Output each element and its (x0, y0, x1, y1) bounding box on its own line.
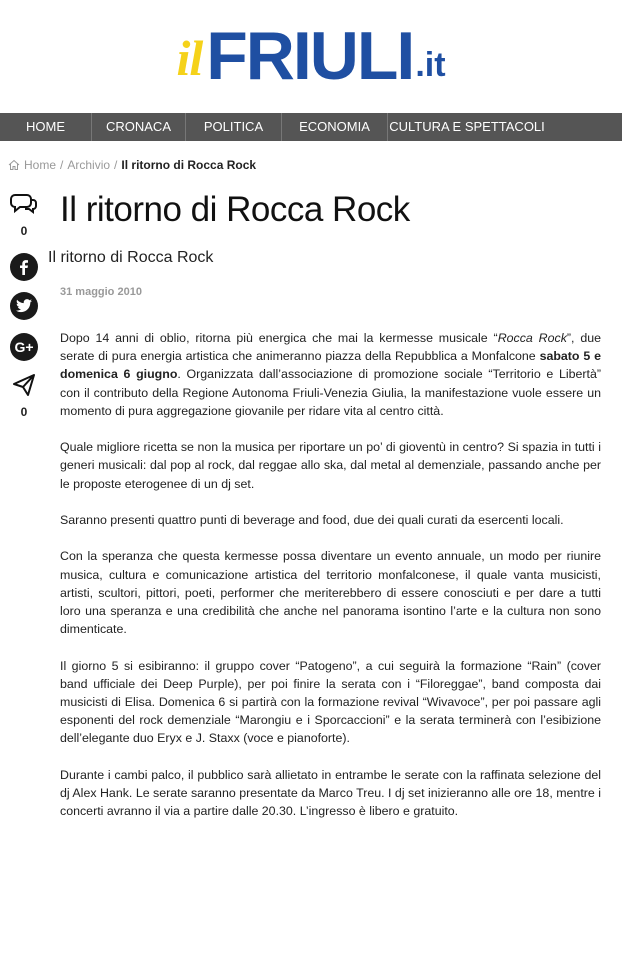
nav-item-politica[interactable]: POLITICA (186, 113, 282, 141)
logo-it-text: .it (415, 46, 446, 84)
google-plus-share-button[interactable] (8, 333, 40, 361)
logo-friuli-text: FRIULI (206, 18, 414, 94)
twitter-share-button[interactable] (8, 292, 40, 320)
paragraph-text: Dopo 14 anni di oblio, ritorna più energica che mai la kermesse musicale “ (60, 331, 498, 345)
article-paragraph: Saranno presenti quattro punti di beverage and food, due dei quali curati da esercenti locali. (60, 513, 564, 527)
home-icon[interactable] (8, 159, 20, 171)
article-title: Il ritorno di Rocca Rock (60, 190, 410, 229)
article-paragraph (60, 329, 601, 420)
article-date: 31 maggio 2010 (60, 286, 142, 298)
nav-item-cultura-e-spettacoli[interactable]: CULTURA E SPETTACOLI (389, 119, 545, 134)
breadcrumb-current: Il ritorno di Rocca Rock (121, 158, 257, 172)
nav-item-cronaca[interactable]: CRONACA (92, 113, 186, 141)
event-name-italic: Rocca Rock (497, 331, 567, 345)
breadcrumb (8, 158, 256, 172)
nav-item-economia[interactable]: ECONOMIA (282, 113, 388, 141)
comments-count: 0 (20, 224, 28, 238)
paragraph-text: . Organizzata dall’associazione di promozione sociale “Territorio e Libertà” con il contributo della Regione Autonoma Friuli-Venezia Giulia, la manifestazione vuole essere un momento di pura aggregazione giovanile per ridare vita al centro città. (60, 367, 601, 418)
comments-button[interactable] (8, 192, 40, 221)
event-dates-bold: sabato 5 e domenica 6 giugno (60, 349, 601, 382)
paragraph-text: ”, due serate di pura energia artistica che animeranno piazza della Repubblica a Monfalcone (60, 331, 602, 364)
google-plus-icon: G+ (10, 333, 38, 361)
article-paragraph: Con la speranza che questa kermesse possa diventare un evento annuale, un modo per riunire musica, cultura e comunicazione artistica del territorio monfalconese, il quale vanta musicisti, artisti, scultori, pittori, poeti, performer che meriterebbero di essere conosciuti e per dare a tutti loro una speranza e una credibilità che anche nel panorama isontino l’arte e la cultura non sono dimenticate. (60, 549, 601, 637)
facebook-icon (10, 253, 38, 281)
twitter-icon (10, 292, 38, 320)
article-body (60, 329, 601, 839)
breadcrumb-home-link[interactable]: Home (24, 158, 57, 172)
article-subtitle: Il ritorno di Rocca Rock (48, 249, 214, 266)
article-paragraph: Durante i cambi palco, il pubblico sarà allietato in entrambe le serate con la raffinata selezione del dj Alex Hank. Le serate saranno presentate da Marco Treu. I dj set inizieranno alle ore 18, mentre i concerti avranno il via a partire dalle 20.30. L’ingresso è libero e gratuito. (60, 767, 601, 819)
facebook-share-button[interactable] (8, 253, 40, 281)
comments-icon (8, 192, 40, 216)
breadcrumb-separator: / (60, 158, 64, 172)
site-logo[interactable] (0, 18, 622, 94)
send-icon (8, 372, 40, 398)
nav-item-home[interactable]: HOME (0, 113, 92, 141)
main-nav (0, 113, 622, 141)
article-paragraph: Il giorno 5 si esibiranno: il gruppo cover “Patogeno”, a cui seguirà la formazione “Rain” (cover band ufficiale dei Deep Purple), per poi finire la serata con i “Filoreggae”, band composta dai musicisti di Elisa. Domenica 6 si partirà con la formazione revival “Wivavoce”, per poi passare agli esponenti del rock demenziale “Marongiu e i Sporcaccioni” e la serata terminerà con l’esibizione dell’elegante duo Eryx e J. Staxx (voce e pianoforte). (60, 658, 601, 746)
send-share-button[interactable] (8, 372, 40, 403)
article-paragraph: Quale migliore ricetta se non la musica per riportare un po’ di gioventù in centro? Si spazia in tutti i generi musicali: dal pop al rock, dal reggae allo ska, dal metal al demenziale, passando anche per le proposte eterogenee di un dj set. (60, 440, 601, 491)
shares-count: 0 (20, 405, 28, 419)
logo-il-text: il (176, 30, 203, 86)
breadcrumb-archive-link[interactable]: Archivio (67, 158, 111, 172)
breadcrumb-separator: / (114, 158, 118, 172)
